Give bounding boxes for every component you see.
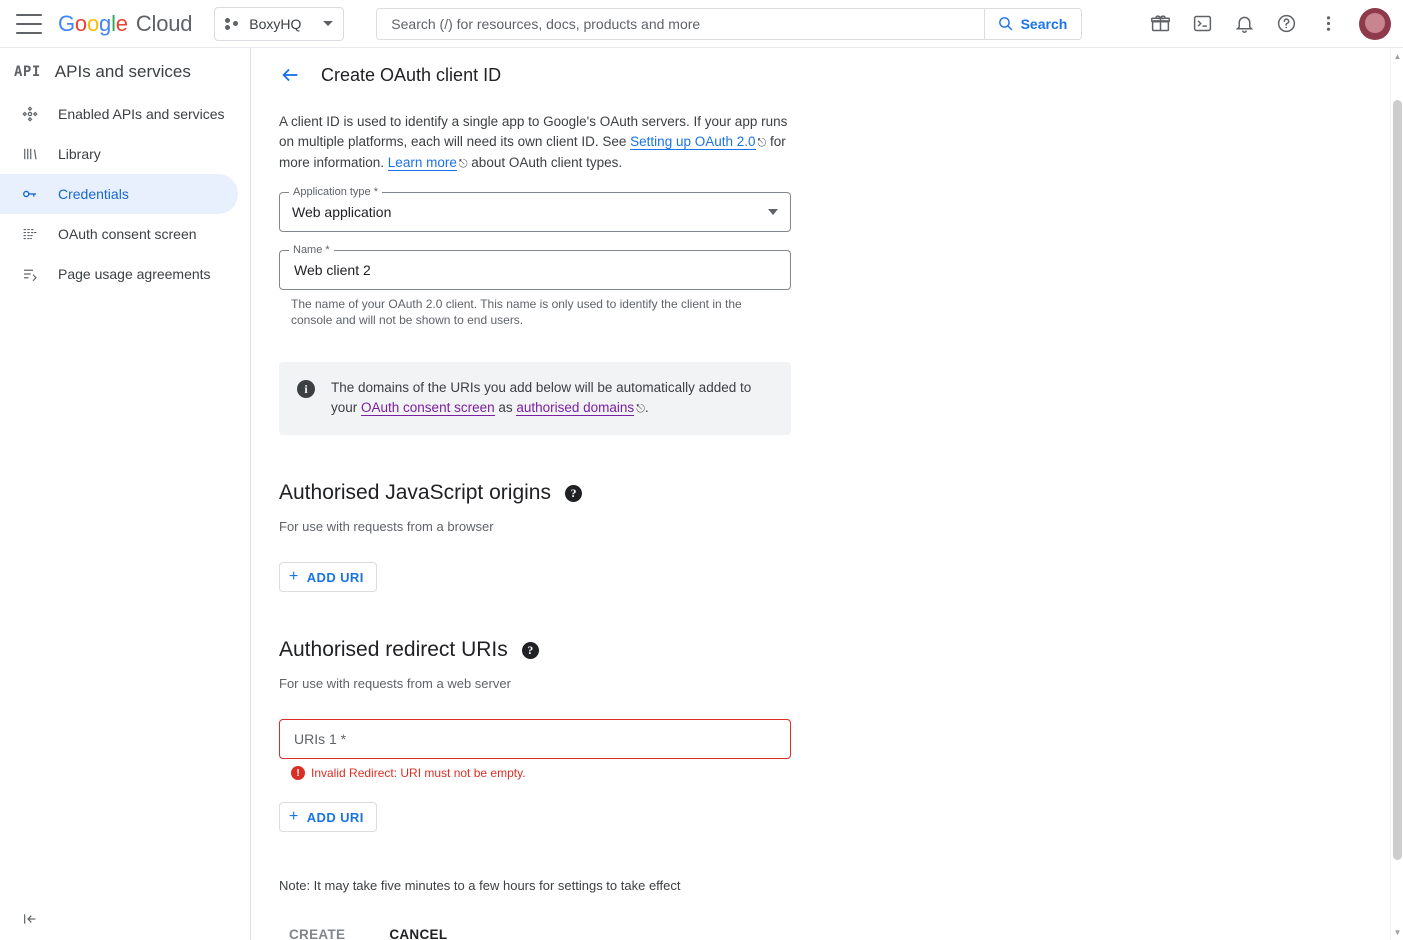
domains-info-text (331, 378, 773, 419)
help-icon[interactable]: ? (565, 485, 582, 502)
gift-icon[interactable] (1143, 7, 1177, 41)
project-name: BoxyHQ (249, 15, 302, 32)
page-header (251, 48, 1403, 98)
search-icon (997, 15, 1014, 32)
info-text-3: . (644, 400, 649, 415)
redirect-uris-subtitle: For use with requests from a web server (279, 676, 511, 691)
search-button[interactable] (984, 9, 1082, 39)
info-icon: i (297, 380, 315, 398)
js-origins-subtitle: For use with requests from a browser (279, 519, 494, 534)
info-text-2: as (494, 400, 517, 415)
intro-text-2: for more information. (279, 134, 786, 170)
back-arrow-icon[interactable] (279, 64, 301, 86)
plus-icon: + (289, 808, 299, 825)
js-origins-heading (279, 481, 1083, 505)
search-input[interactable] (377, 9, 983, 39)
key-icon (20, 184, 40, 204)
scroll-down-arrow-icon[interactable]: ▼ (1393, 927, 1402, 937)
application-type-label: Application type * (289, 186, 382, 198)
vertical-scrollbar[interactable] (1390, 48, 1403, 940)
logo-cloud-text: Cloud (135, 10, 193, 36)
page-body (0, 48, 1403, 940)
library-icon (20, 144, 40, 164)
sidebar (0, 48, 251, 940)
collapse-icon (22, 911, 38, 927)
scroll-up-arrow-icon[interactable]: ▲ (1393, 51, 1402, 61)
search-button-label: Search (1020, 15, 1068, 32)
client-name-hint: The name of your OAuth 2.0 client. This name is only used to identify the client in the console and will not be shown to end users. (291, 297, 742, 327)
help-icon[interactable]: ? (522, 642, 539, 659)
plus-icon: + (289, 568, 299, 585)
topbar-icon-group (1143, 7, 1391, 41)
intro-description (279, 112, 794, 174)
learn-more-link[interactable]: Learn more (387, 155, 457, 170)
client-name-input[interactable] (292, 261, 778, 279)
search-bar[interactable] (376, 8, 1082, 40)
sidebar-item-credentials[interactable] (0, 174, 238, 214)
sidebar-item-library[interactable] (0, 134, 238, 174)
redirect-uri-error (291, 766, 1083, 780)
redirect-uris-heading (279, 638, 1083, 662)
add-redirect-uri-button[interactable] (279, 802, 377, 832)
intro-text-1: A client ID is used to identify a single app to Google's OAuth servers. If your app runs on multiple platforms, each will need its own client ID. See (279, 114, 788, 149)
application-type-value: Web application (292, 204, 392, 220)
project-selector[interactable] (214, 7, 344, 41)
project-dots-icon (225, 16, 241, 32)
application-type-select[interactable] (279, 186, 791, 232)
page-title: Create OAuth client ID (321, 64, 502, 85)
external-link-icon: ⎋ (458, 158, 468, 170)
create-button[interactable]: CREATE (289, 927, 346, 940)
js-origins-title: Authorised JavaScript origins (279, 481, 551, 504)
cancel-button[interactable]: CANCEL (389, 927, 448, 940)
sidebar-item-label: Page usage agreements (58, 266, 211, 282)
help-icon[interactable] (1269, 7, 1303, 41)
consent-screen-icon (20, 224, 40, 244)
add-js-origin-uri-button[interactable] (279, 562, 377, 592)
hamburger-icon[interactable] (16, 14, 42, 34)
domains-info-box (279, 362, 791, 435)
api-logo: API (14, 64, 41, 80)
chevron-down-icon (323, 21, 333, 26)
add-uri-label: ADD URI (306, 569, 364, 585)
redirect-uri-1-field[interactable] (279, 719, 791, 759)
setting-up-oauth-link[interactable]: Setting up OAuth 2.0 (630, 134, 756, 149)
chevron-down-icon (768, 209, 778, 215)
redirect-uri-1-input[interactable] (292, 730, 778, 748)
client-name-field[interactable] (279, 244, 791, 290)
sidebar-item-label: OAuth consent screen (58, 226, 197, 242)
top-app-bar (0, 0, 1403, 48)
sidebar-item-label: Library (58, 146, 101, 162)
settings-note: Note: It may take five minutes to a few hours for settings to take effect (279, 878, 681, 893)
google-cloud-logo[interactable]: Google Cloud (58, 10, 193, 36)
terminal-icon[interactable] (1185, 7, 1219, 41)
form-actions (279, 919, 1083, 940)
intro-text-3: about OAuth client types. (467, 155, 623, 170)
external-link-icon: ⎋ (757, 137, 767, 149)
main-content (251, 48, 1403, 940)
redirect-uris-title: Authorised redirect URIs (279, 638, 508, 661)
external-link-icon: ⎋ (636, 403, 645, 415)
sidebar-title: APIs and services (54, 62, 191, 81)
sidebar-item-oauth-consent-screen[interactable] (0, 214, 238, 254)
client-name-label: Name * (289, 244, 334, 256)
sidebar-item-page-usage-agreements[interactable] (0, 254, 238, 294)
sidebar-item-label: Enabled APIs and services (58, 106, 225, 122)
page-usage-icon (20, 264, 40, 284)
info-text-1: The domains of the URIs you add below will be automatically added to your (331, 380, 752, 415)
enabled-apis-icon (20, 104, 40, 124)
more-vert-icon[interactable] (1311, 7, 1345, 41)
collapse-sidebar-button[interactable] (22, 911, 38, 930)
sidebar-header (0, 48, 250, 94)
error-icon: ! (291, 766, 305, 780)
bell-icon[interactable] (1227, 7, 1261, 41)
redirect-uri-error-text: Invalid Redirect: URI must not be empty. (311, 766, 526, 780)
authorised-domains-link[interactable]: authorised domains (516, 400, 635, 415)
form-content (251, 98, 1111, 940)
scrollbar-thumb[interactable] (1393, 100, 1402, 860)
sidebar-item-label: Credentials (58, 186, 129, 202)
oauth-consent-screen-link[interactable]: OAuth consent screen (361, 400, 495, 415)
avatar[interactable] (1359, 8, 1391, 40)
add-uri-label: ADD URI (306, 809, 364, 825)
sidebar-item-enabled-apis[interactable] (0, 94, 238, 134)
